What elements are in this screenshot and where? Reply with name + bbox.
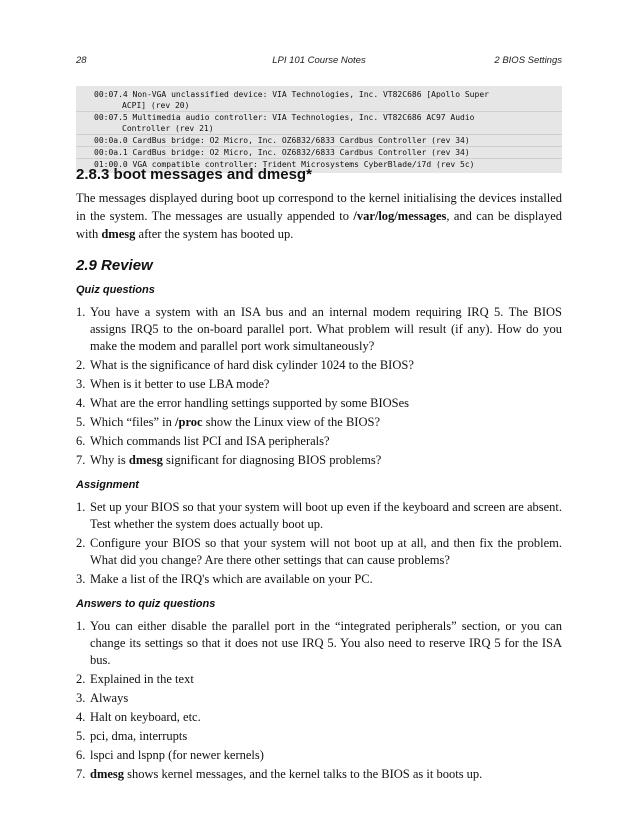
list-item-text: Halt on keyboard, etc.	[90, 710, 201, 724]
list-item-text: Set up your BIOS so that your system will boot up even if the keyboard and screen are absent. Test whether the system does actually boot up.	[90, 500, 562, 531]
list-item-text: Configure your BIOS so that your system will not boot up at all, and then fix the problem. What did you change? Are there other settings that can cause problems?	[90, 536, 562, 567]
list-item	[76, 499, 562, 533]
list-item-number: 4.	[76, 710, 86, 724]
list-item-text: Make a list of the IRQ's which are available on your PC.	[90, 572, 373, 586]
assignment-heading: Assignment	[76, 479, 139, 491]
list-item-number: 3.	[76, 572, 86, 586]
list-item-number: 7.	[76, 453, 86, 467]
list-item-emphasis: dmesg	[128, 453, 163, 467]
paragraph-text: after the system has booted up.	[135, 227, 294, 241]
quiz-list	[76, 304, 562, 469]
list-item-number: 4.	[76, 396, 86, 410]
paragraph-text: The messages displayed during boot up correspond to the kernel initialising the devices installed in the system. The messages are usually appended to	[76, 191, 562, 223]
list-item-number: 6.	[76, 748, 86, 762]
list-item-text: Which “files” in	[90, 415, 176, 429]
list-item-number: 3.	[76, 377, 86, 391]
header-chapter: 2 BIOS Settings	[494, 55, 562, 66]
answers-heading: Answers to quiz questions	[76, 598, 216, 610]
list-item-text: What is the significance of hard disk cylinder 1024 to the BIOS?	[90, 358, 414, 372]
list-item-text: Why is	[90, 453, 129, 467]
section-heading-review: 2.9 Review	[76, 257, 153, 274]
list-item	[76, 671, 562, 688]
list-item-text: significant for diagnosing BIOS problems?	[162, 453, 382, 467]
list-item-text: Explained in the text	[90, 672, 194, 686]
list-item	[76, 571, 562, 588]
code-line: 01:00.0 VGA compatible controller: Trident Microsystems CyberBlade/i7d (rev 5c)	[76, 158, 562, 170]
list-item-number: 7.	[76, 767, 86, 781]
main-content	[76, 166, 562, 785]
list-item	[76, 395, 562, 412]
code-line: 00:0a.1 CardBus bridge: O2 Micro, Inc. OZ6832/6833 Cardbus Controller (rev 34)	[76, 146, 562, 158]
list-item-number: 5.	[76, 729, 86, 743]
list-item-text: What are the error handling settings supported by some BIOSes	[90, 396, 410, 410]
log-path: /var/log/messages	[353, 209, 447, 223]
list-item	[76, 766, 562, 783]
boot-messages-paragraph	[76, 189, 562, 243]
list-item-text: show the Linux view of the BIOS?	[202, 415, 380, 429]
section-heading-boot-messages: 2.8.3 boot messages and dmesg*	[76, 166, 312, 183]
list-item	[76, 452, 562, 469]
list-item-number: 5.	[76, 415, 86, 429]
paragraph-text: , and can be displayed with	[76, 209, 562, 241]
list-item-text: When is it better to use LBA mode?	[90, 377, 270, 391]
list-item-number: 3.	[76, 691, 86, 705]
list-item-number: 1.	[76, 500, 86, 514]
list-item-text: shows kernel messages, and the kernel talks to the BIOS as it boots up.	[124, 767, 483, 781]
list-item-number: 2.	[76, 672, 86, 686]
list-item	[76, 618, 562, 669]
list-item-text: Which commands list PCI and ISA peripherals?	[90, 434, 330, 448]
code-line: 00:07.4 Non-VGA unclassified device: VIA Technologies, Inc. VT82C686 [Apollo Super	[94, 90, 489, 99]
quiz-heading: Quiz questions	[76, 284, 155, 296]
list-item-emphasis: /proc	[175, 415, 203, 429]
list-item-number: 1.	[76, 619, 86, 633]
code-line: 00:0a.0 CardBus bridge: O2 Micro, Inc. OZ6832/6833 Cardbus Controller (rev 34)	[76, 134, 562, 146]
code-listing	[76, 86, 562, 173]
dmesg-command: dmesg	[101, 227, 136, 241]
assignment-list	[76, 499, 562, 588]
list-item	[76, 709, 562, 726]
list-item	[76, 728, 562, 745]
list-item	[76, 357, 562, 374]
list-item-text: You have a system with an ISA bus and an internal modem requiring IRQ 5. The BIOS assigns IRQ5 to the on-board parallel port. What problem will result (if any). How do you make the modem and parallel port work simultaneously?	[90, 305, 562, 353]
list-item	[76, 376, 562, 393]
list-item	[76, 535, 562, 569]
list-item-emphasis: dmesg	[90, 767, 125, 781]
page-number: 28	[76, 55, 87, 66]
list-item-number: 2.	[76, 358, 86, 372]
code-line: Controller (rev 21)	[122, 124, 214, 133]
answers-list	[76, 618, 562, 783]
list-item	[76, 414, 562, 431]
header-title: LPI 101 Course Notes	[272, 55, 366, 66]
list-item-number: 6.	[76, 434, 86, 448]
code-line: ACPI] (rev 20)	[122, 101, 190, 110]
list-item-text: lspci and lspnp (for newer kernels)	[90, 748, 264, 762]
list-item-text: Always	[90, 691, 129, 705]
list-item-text: pci, dma, interrupts	[90, 729, 188, 743]
list-item	[76, 304, 562, 355]
list-item-number: 1.	[76, 305, 86, 319]
list-item-text: You can either disable the parallel port in the “integrated peripherals” section, or you can change its settings so that it does not use IRQ 5. You also need to reserve IRQ 5 for the ISA bus.	[90, 619, 562, 667]
list-item-number: 2.	[76, 536, 86, 550]
code-line: 00:07.5 Multimedia audio controller: VIA Technologies, Inc. VT82C686 AC97 Audio	[76, 111, 562, 123]
list-item	[76, 747, 562, 764]
list-item	[76, 690, 562, 707]
list-item	[76, 433, 562, 450]
